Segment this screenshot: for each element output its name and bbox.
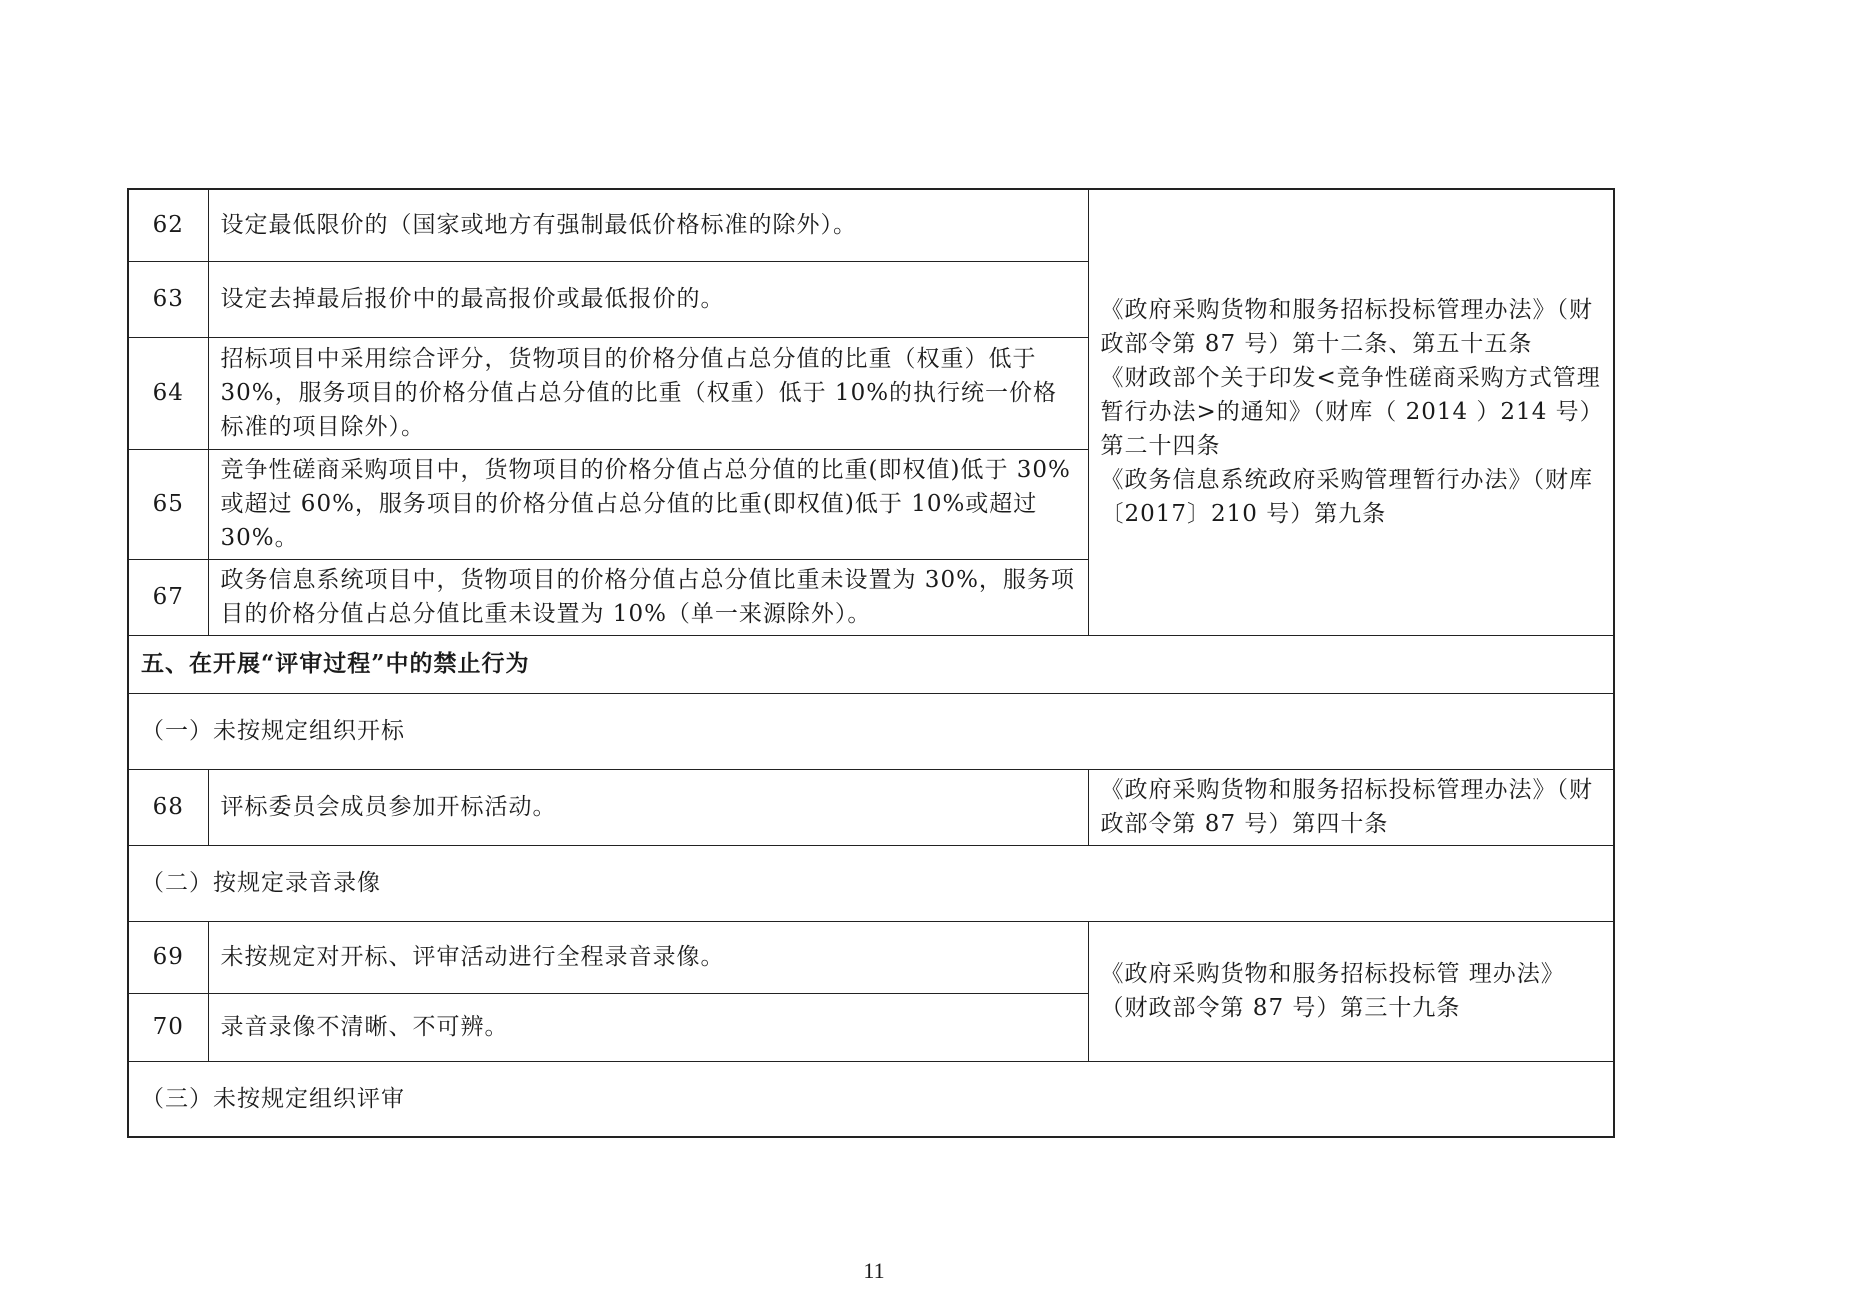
table-row bbox=[128, 921, 1614, 993]
legal-basis-text: 《政府采购货物和服务招标投标管 理办法》（财政部令第 87 号）第三十九条 bbox=[1100, 961, 1565, 1021]
legal-basis-text: 《政府采购货物和服务招标投标管理办法》（财政部令第 87 号）第十二条、第五十五条 bbox=[1100, 297, 1593, 358]
item-text: 录音录像不清晰、不可辨。 bbox=[208, 993, 1088, 1061]
subsection-title: （三）未按规定组织评审 bbox=[128, 1061, 1614, 1137]
page-sheet bbox=[127, 188, 1613, 1138]
item-text: 设定最低限价的（国家或地方有强制最低价格标准的除外）。 bbox=[208, 189, 1088, 261]
item-number: 68 bbox=[128, 769, 208, 845]
subsection-title: （一）未按规定组织开标 bbox=[128, 693, 1614, 769]
legal-basis-cell bbox=[1088, 769, 1614, 845]
page-number: 11 bbox=[863, 1258, 885, 1283]
table-row bbox=[128, 189, 1614, 261]
legal-basis-cell bbox=[1088, 189, 1614, 635]
legal-basis-text: 《财政部个关于印发<竞争性磋商采购方式管理暂行办法>的通知》（财库（ 2014 ）214 号）第二十四条 bbox=[1100, 365, 1601, 460]
item-text: 评标委员会成员参加开标活动。 bbox=[208, 769, 1088, 845]
item-text: 未按规定对开标、评审活动进行全程录音录像。 bbox=[208, 921, 1088, 993]
table-row bbox=[128, 769, 1614, 845]
item-text: 竞争性磋商采购项目中，货物项目的价格分值占总分值的比重(即权值)低于 30%或超过 60%，服务项目的价格分值占总分值的比重(即权值)低于 10%或超过 30%。 bbox=[208, 449, 1088, 559]
legal-basis-text: 《政府采购货物和服务招标投标管理办法》（财政部令第 87 号）第四十条 bbox=[1100, 777, 1593, 837]
legal-basis-cell bbox=[1088, 921, 1614, 1061]
legal-basis-text: 《政务信息系统政府采购管理暂行办法》（财库〔2017〕210 号）第九条 bbox=[1100, 467, 1593, 528]
subsection-row bbox=[128, 845, 1614, 921]
item-number: 64 bbox=[128, 337, 208, 449]
item-number: 70 bbox=[128, 993, 208, 1061]
item-text: 招标项目中采用综合评分，货物项目的价格分值占总分值的比重（权重）低于 30%，服务项目的价格分值占总分值的比重（权重）低于 10%的执行统一价格标准的项目除外）。 bbox=[208, 337, 1088, 449]
item-number: 67 bbox=[128, 559, 208, 635]
subsection-row bbox=[128, 693, 1614, 769]
subsection-title: （二）按规定录音录像 bbox=[128, 845, 1614, 921]
item-number: 65 bbox=[128, 449, 208, 559]
section-title: 五、在开展“评审过程”中的禁止行为 bbox=[128, 635, 1614, 693]
section-heading-row bbox=[128, 635, 1614, 693]
item-number: 62 bbox=[128, 189, 208, 261]
item-text: 政务信息系统项目中，货物项目的价格分值占总分值比重未设置为 30%，服务项目的价格分值占总分值比重未设置为 10%（单一来源除外）。 bbox=[208, 559, 1088, 635]
item-number: 63 bbox=[128, 261, 208, 337]
subsection-row bbox=[128, 1061, 1614, 1137]
item-number: 69 bbox=[128, 921, 208, 993]
item-text: 设定去掉最后报价中的最高报价或最低报价的。 bbox=[208, 261, 1088, 337]
prohibited-acts-table bbox=[127, 188, 1615, 1138]
